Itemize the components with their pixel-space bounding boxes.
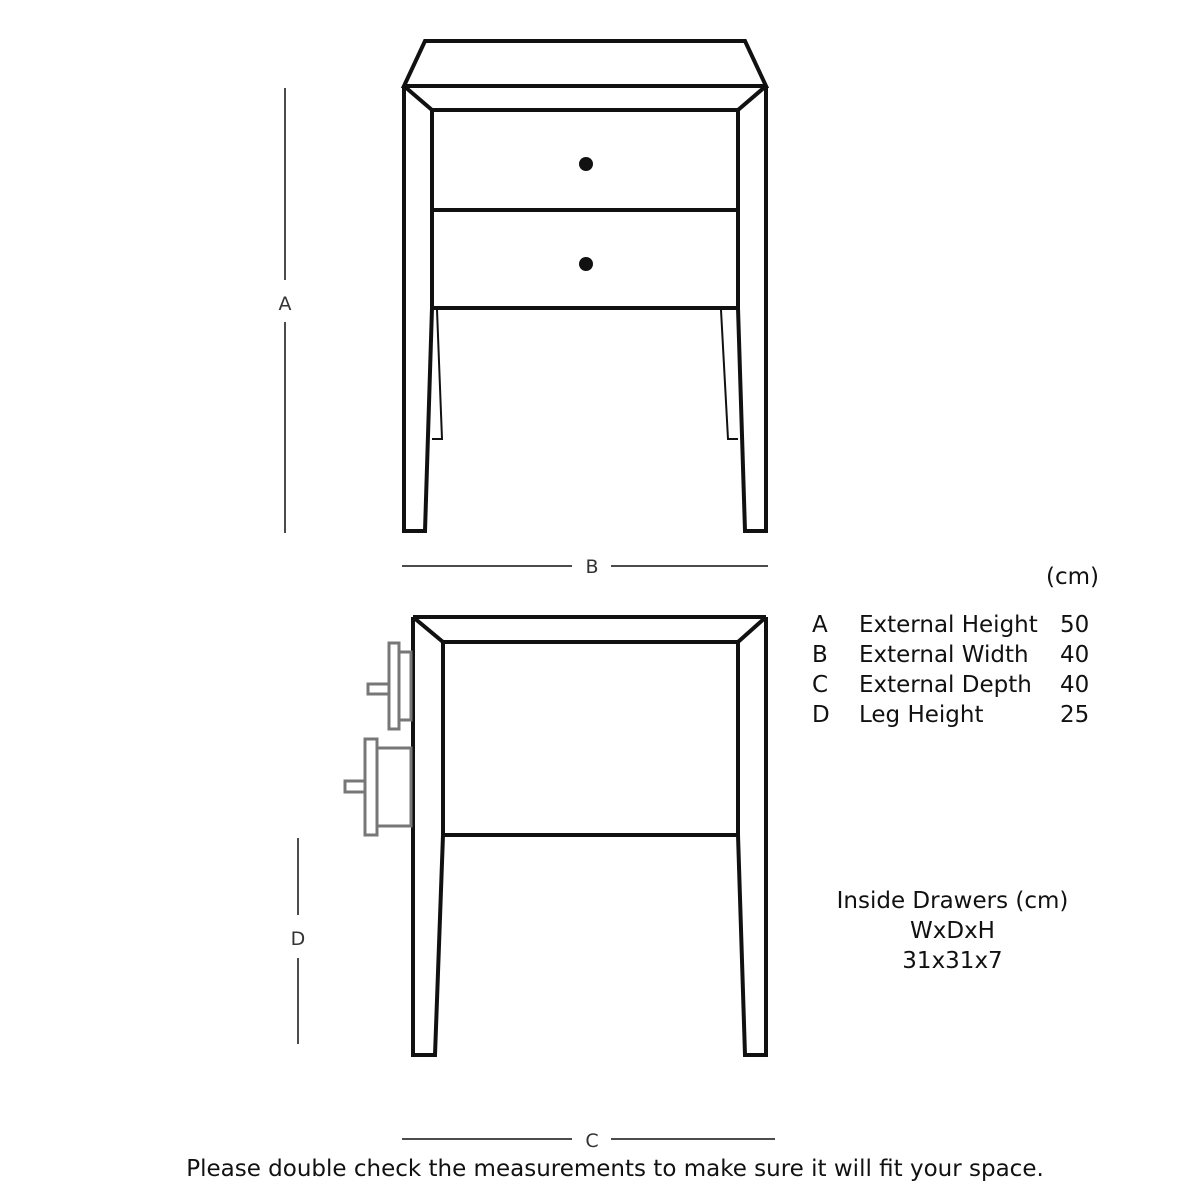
side-view: [413, 617, 766, 1055]
inside-drawers-title: Inside Drawers (cm): [836, 888, 1069, 914]
spec-letter: C: [812, 672, 829, 698]
spec-row-leg-height: [812, 702, 1112, 732]
spec-name: External Depth: [859, 672, 1032, 698]
side-bevel-left: [413, 617, 443, 642]
spec-value: 25: [1060, 702, 1090, 728]
inside-drawers-size: 31x31x7: [902, 948, 1003, 974]
side-bevel-right: [738, 617, 766, 642]
spec-letter: A: [812, 612, 828, 638]
front-view: [404, 41, 766, 531]
drawer-knob-top: [579, 157, 593, 171]
spec-row-height: [812, 612, 1112, 642]
spec-value: 40: [1060, 672, 1090, 698]
inside-drawers-block: [830, 886, 1075, 976]
dimension-b-label: B: [585, 556, 599, 578]
side-left-leg: [413, 617, 443, 1055]
side-handle-bottom-plate: [365, 739, 377, 835]
side-handle-top-knob: [368, 684, 389, 694]
side-drawer-handles: [345, 643, 411, 835]
front-rear-leg-right: [721, 310, 738, 439]
spec-name: External Width: [859, 642, 1029, 668]
spec-value: 50: [1060, 612, 1090, 638]
spec-letter: D: [812, 702, 830, 728]
drawer-knob-bottom: [579, 257, 593, 271]
spec-name: External Height: [859, 612, 1038, 638]
front-left-leg: [404, 86, 432, 531]
spec-value: 40: [1060, 642, 1090, 668]
spec-row-width: [812, 642, 1112, 672]
side-handle-top-back: [399, 652, 411, 720]
front-right-leg: [738, 86, 766, 531]
front-bevel-left: [404, 86, 432, 110]
front-top-surface: [404, 41, 766, 86]
inside-drawers-format: WxDxH: [910, 918, 995, 944]
spec-row-depth: [812, 672, 1112, 702]
dimension-a-label: A: [278, 293, 292, 315]
footer-note: Please double check the measurements to make sure it will fit your space.: [186, 1156, 1044, 1182]
spec-unit-label: (cm): [1046, 564, 1099, 590]
front-rear-leg-left: [432, 310, 442, 439]
side-handle-bottom-knob: [345, 781, 365, 792]
spec-name: Leg Height: [859, 702, 984, 728]
side-right-leg: [738, 617, 766, 1055]
dimension-d-label: D: [290, 928, 306, 950]
front-bevel-right: [738, 86, 766, 110]
dimension-c-label: C: [585, 1130, 599, 1152]
side-handle-bottom-back: [377, 748, 411, 826]
spec-letter: B: [812, 642, 828, 668]
